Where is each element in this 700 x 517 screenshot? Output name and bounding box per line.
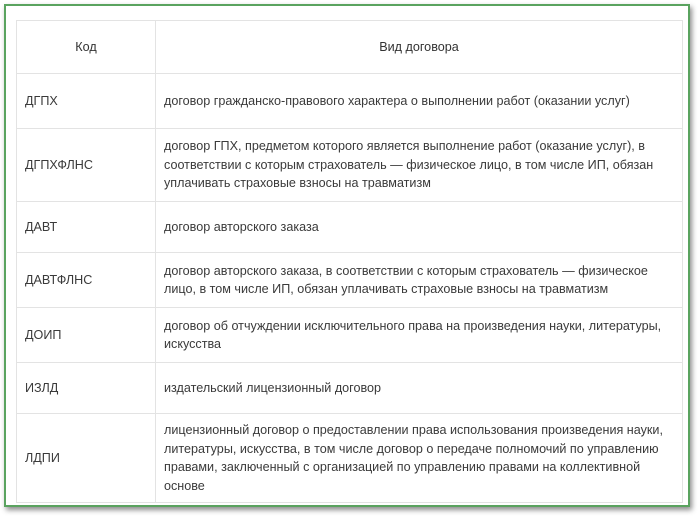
header-contract-type: Вид договора xyxy=(156,21,683,74)
cell-code: ДАВТФЛНС xyxy=(17,253,156,308)
cell-description: договор об отчуждении исключительного права на произведения науки, литературы, искусства xyxy=(156,308,683,363)
table-row xyxy=(17,74,683,129)
table-row xyxy=(17,202,683,253)
header-code: Код xyxy=(17,21,156,74)
cell-description: издательский лицензионный договор xyxy=(156,363,683,414)
table-row xyxy=(17,308,683,363)
document-frame xyxy=(4,4,690,507)
contract-types-table xyxy=(16,20,683,503)
cell-description: договор авторского заказа xyxy=(156,202,683,253)
table-header-row xyxy=(17,21,683,74)
table-row xyxy=(17,363,683,414)
cell-code: ДАВТ xyxy=(17,202,156,253)
cell-code: ДОИП xyxy=(17,308,156,363)
cell-code: ДГПХ xyxy=(17,74,156,129)
cell-description: договор авторского заказа, в соответствии с которым страхователь — физическое лицо, в том числе ИП, обязан уплачивать страховые взносы на травматизм xyxy=(156,253,683,308)
cell-description: договор гражданско-правового характера о выполнении работ (оказании услуг) xyxy=(156,74,683,129)
cell-code: ИЗЛД xyxy=(17,363,156,414)
cell-code: ДГПХФЛНС xyxy=(17,129,156,202)
cell-code: ЛДПИ xyxy=(17,414,156,503)
cell-description: лицензионный договор о предоставлении права использования произведения науки, литературы, искусства, в том числе договор о передаче полномочий по управлению правами, заключенный с организацией по управлению правами на коллективной основе xyxy=(156,414,683,503)
table-row xyxy=(17,253,683,308)
table-row xyxy=(17,129,683,202)
cell-description: договор ГПХ, предметом которого является выполнение работ (оказание услуг), в соответствии с которым страхователь — физическое лицо, в том числе ИП, обязан уплачивать страховые взносы на травматизм xyxy=(156,129,683,202)
table-row xyxy=(17,414,683,503)
